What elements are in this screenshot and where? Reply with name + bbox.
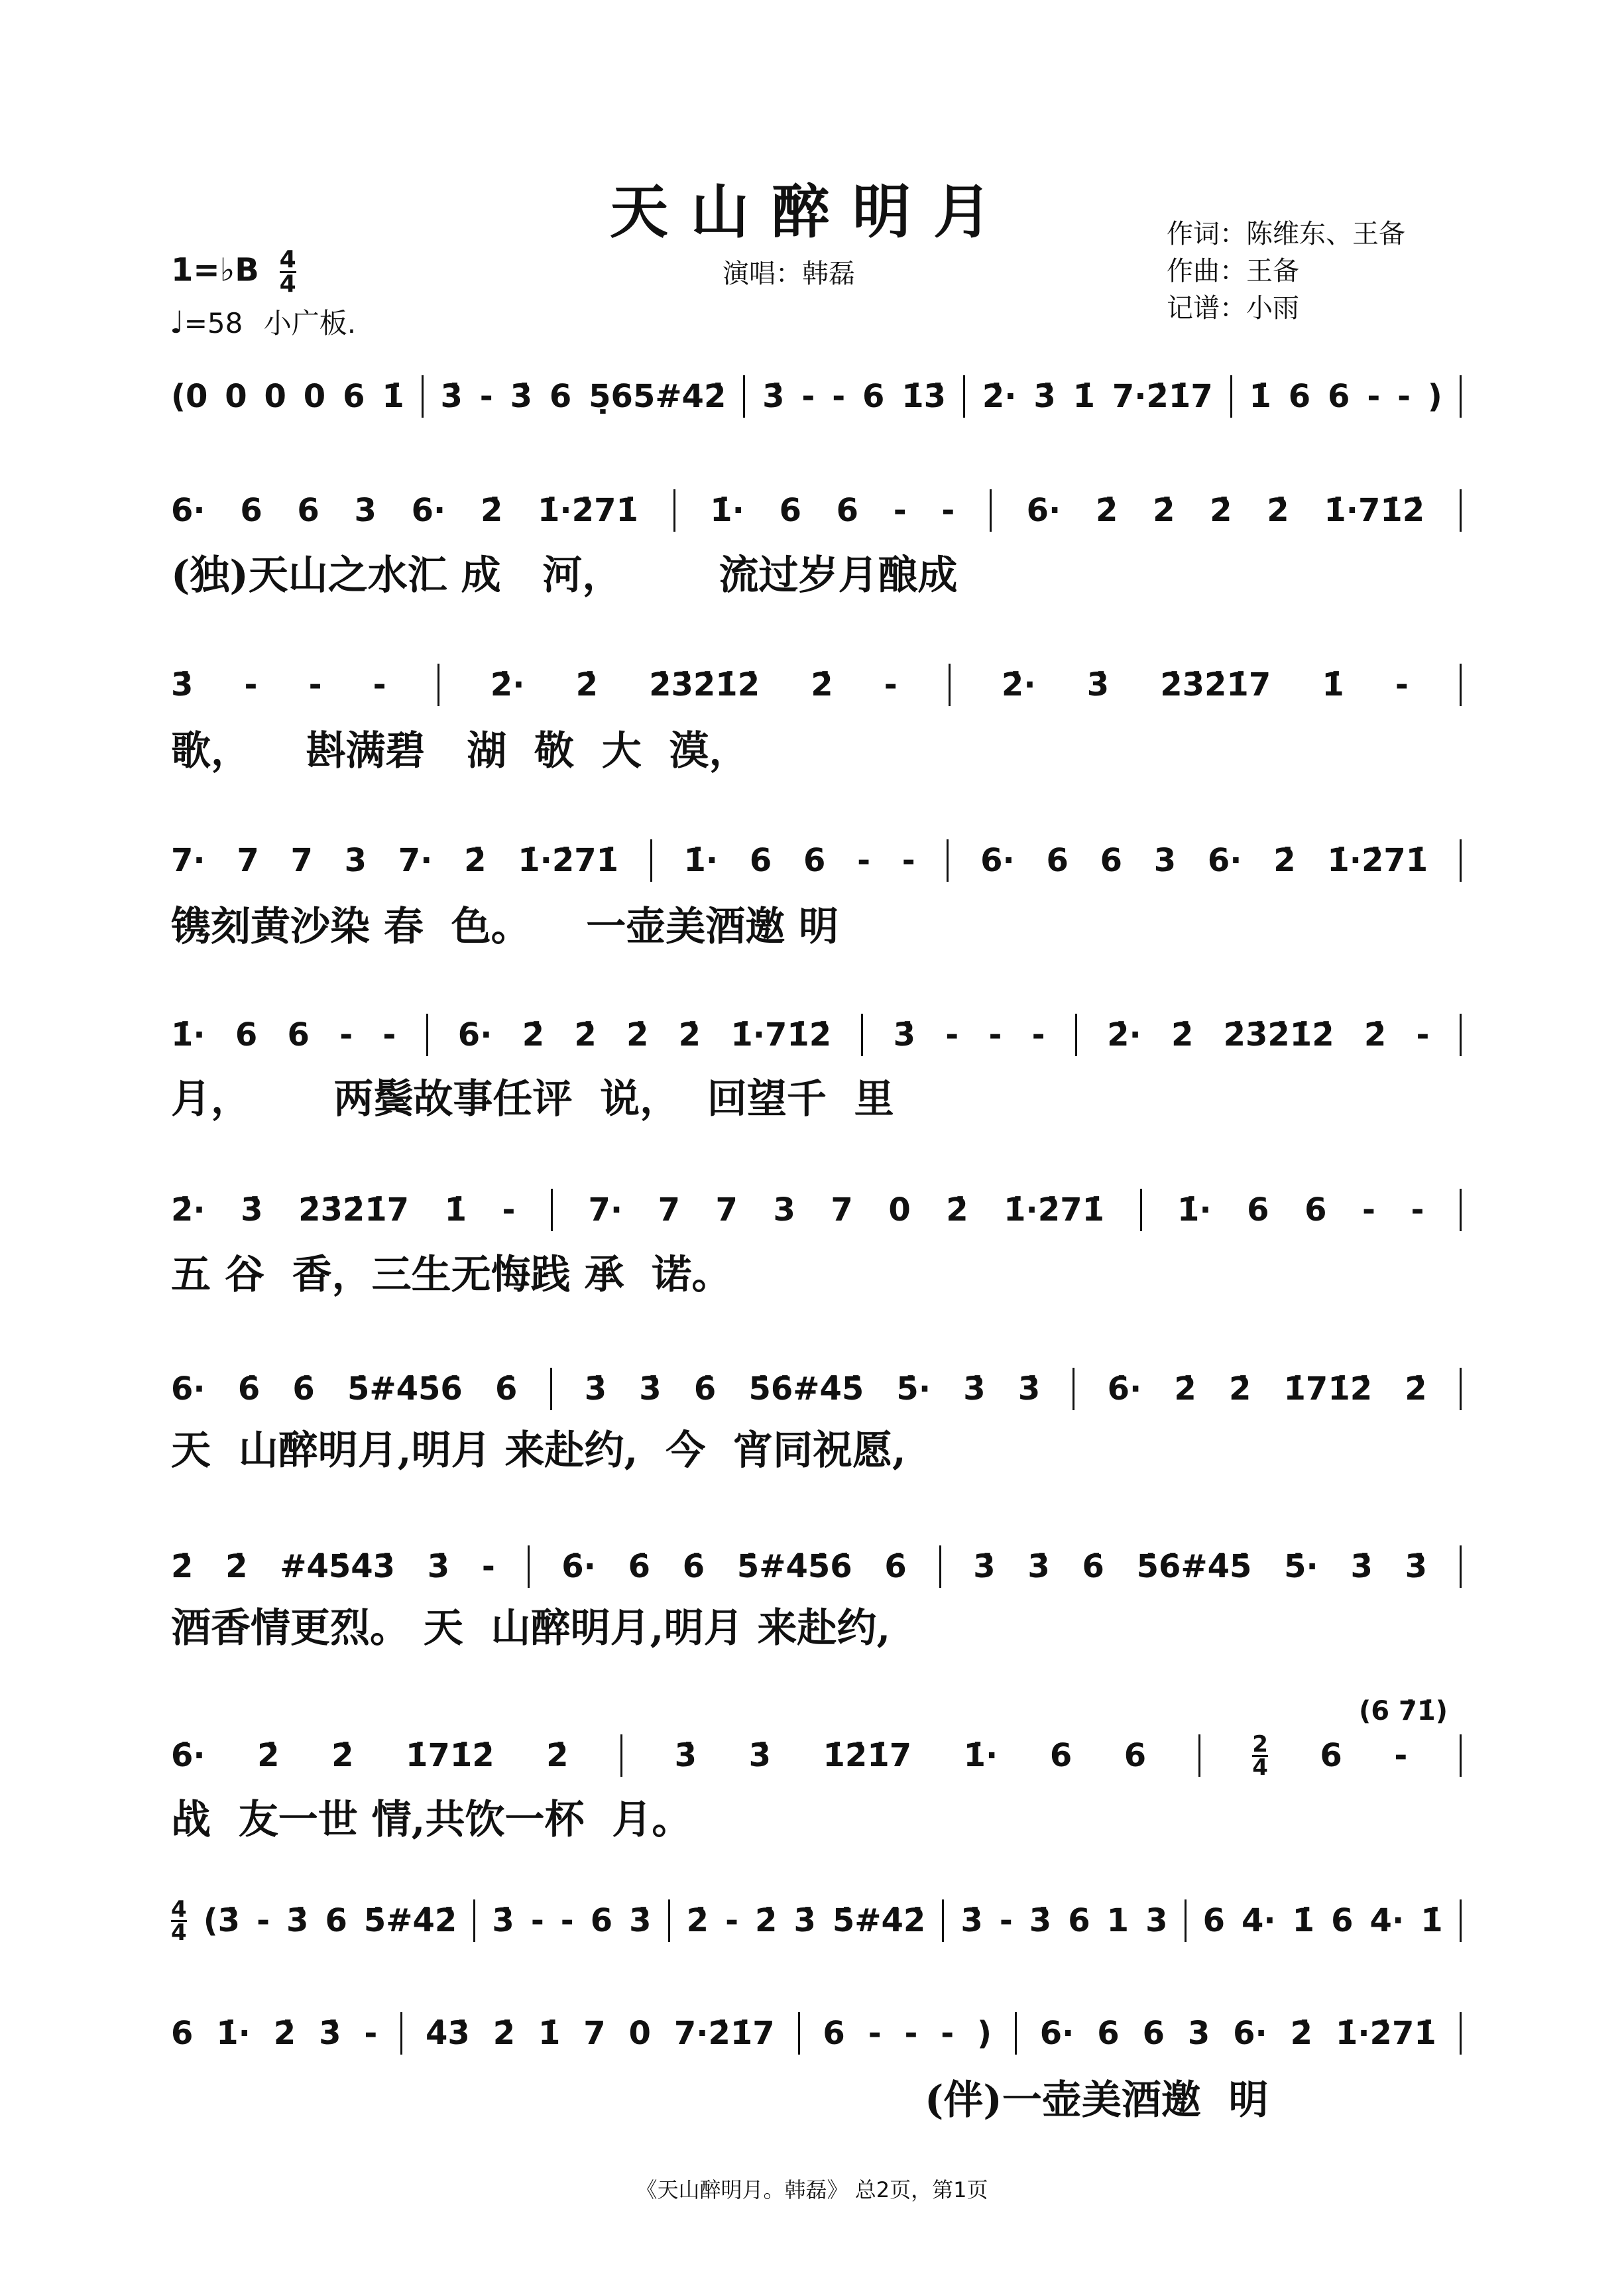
note: 3̇ (1350, 1548, 1373, 1585)
note: 6 (1202, 1902, 1225, 1939)
bar-line (861, 1014, 863, 1056)
bar-line (743, 375, 745, 418)
note: 6· (171, 492, 205, 529)
note: - (725, 1902, 738, 1939)
notation-row (171, 1543, 1462, 1591)
bar-line (426, 1014, 428, 1056)
note: 5̇#4̇5̇6̇ (736, 1548, 852, 1585)
bar-line (437, 664, 439, 706)
note: 7 (658, 1191, 681, 1229)
bar-line (1015, 2012, 1017, 2055)
note: 3̇ (584, 1370, 607, 1408)
note: 2̇ (1273, 842, 1296, 879)
note: 2̇ (464, 842, 487, 879)
bar-line (1198, 1734, 1200, 1777)
note: - (479, 378, 493, 415)
note: 2̇ (522, 1016, 545, 1053)
note: 3̇ (286, 1902, 309, 1939)
note: 2̇ (626, 1016, 649, 1053)
lyrics-line: 天 山醉明月,明月 来赴约, 今 宵同祝愿, (171, 1427, 906, 1474)
note: - (1362, 1191, 1375, 1229)
note: 2̇ (1363, 1016, 1387, 1053)
note: 2̇ (546, 1737, 569, 1774)
note: 0 (264, 378, 286, 415)
note: 2̇3̇2̇1̇7 (1160, 666, 1271, 703)
note: 1̇ (1073, 378, 1096, 415)
note: 3̇ (510, 378, 532, 415)
bar-line (990, 489, 992, 532)
note: - (1031, 1016, 1045, 1053)
note: 1̇ (1322, 666, 1344, 703)
note: 0 (303, 378, 326, 415)
note: 7· (398, 842, 433, 879)
note: 5̇6̇#4̇5̇ (1136, 1548, 1252, 1585)
note: 2̇ (574, 1016, 597, 1053)
note: 1̇· (683, 842, 719, 879)
note: 6· (1233, 2015, 1267, 2052)
quarter-note-icon: ♩ (170, 304, 184, 340)
note: 3̇ (639, 1370, 662, 1408)
note: 3̇ (973, 1548, 996, 1585)
note: 5̇· (896, 1370, 931, 1408)
notation-row (171, 1186, 1462, 1234)
note: 2̇ (331, 1737, 354, 1774)
note: - (560, 1902, 574, 1939)
note: 1̇ (1292, 1902, 1315, 1939)
note: - (502, 1191, 516, 1229)
bar-line (963, 375, 965, 418)
note: 2̇3̇2̇1̇7 (298, 1191, 410, 1229)
note: - (364, 2015, 378, 2052)
note: 2̇ (1174, 1370, 1196, 1408)
note: 2̇ (811, 666, 833, 703)
note: 3̇ (171, 666, 194, 703)
note: ) (977, 2015, 992, 2052)
time-unit: 4 (279, 270, 296, 298)
note: 6· (1026, 492, 1061, 529)
note: 3̇ (427, 1548, 450, 1585)
note: 6 (590, 1902, 613, 1939)
note: 6 (1068, 1902, 1090, 1939)
singer-credit: 演唱：韩磊 (723, 259, 855, 289)
song-title: 天山醉明月 (609, 177, 1014, 246)
note: - (373, 666, 386, 703)
note: 6̇ (237, 1370, 261, 1408)
bar-line (939, 1545, 941, 1588)
note: (0 (171, 378, 208, 415)
note: 3̇ (440, 378, 463, 415)
note: - (857, 842, 871, 879)
note: 2̇· (171, 1191, 205, 1229)
note: 3 (1145, 1902, 1168, 1939)
note: - (801, 378, 815, 415)
bar-line (473, 1899, 475, 1942)
note: - (1416, 1016, 1430, 1053)
note: - (382, 1016, 396, 1053)
bar-line (673, 489, 675, 532)
note: ) (1427, 378, 1442, 415)
composer-credit: 作曲：王备 (1167, 256, 1299, 286)
note: 2̇· (1001, 666, 1036, 703)
note: 7 (237, 842, 259, 879)
note: - (893, 492, 907, 529)
note: 7 (290, 842, 313, 879)
note: 2̇ (493, 2015, 516, 2052)
note: 2̇ (1171, 1016, 1194, 1053)
note: - (530, 1902, 544, 1939)
note: 2̇ (1228, 1370, 1251, 1408)
note: 1 (1106, 1902, 1130, 1939)
note: 6 (836, 492, 859, 529)
note: 2̇· (982, 378, 1017, 415)
bar-line (1460, 839, 1462, 882)
note: 2̇ (946, 1191, 968, 1229)
note: 1̇ (1249, 378, 1271, 415)
note: 1̇ (444, 1191, 467, 1229)
note: 1̇·71̇2̇ (1324, 492, 1425, 529)
lyrics-line: 歌， 斟满碧 湖 敬 大 漠， (171, 728, 749, 774)
note: 2̇ (678, 1016, 701, 1053)
note: 3̇ (793, 1902, 816, 1939)
time-signature (279, 246, 296, 298)
note: 6 (1142, 2015, 1165, 2052)
note: 1̇·2̇71̇ (538, 492, 638, 529)
note: 6 (749, 842, 772, 879)
notation-row (171, 1897, 1462, 1945)
note: 1̇71̇2̇ (1283, 1370, 1373, 1408)
bar-line (1460, 1014, 1462, 1056)
note: 7· (171, 842, 205, 879)
note: 3 (344, 842, 367, 879)
lyrics-line: (独)天山之水汇 成 河， 流过岁月酿成 (171, 552, 958, 599)
note: 1̇· (710, 492, 744, 529)
note: 1̇· (1177, 1191, 1212, 1229)
note: 1̇3̇ (901, 378, 947, 415)
notation-row (171, 1732, 1462, 1779)
note: 3̇ (748, 1737, 771, 1774)
note: - (941, 2015, 955, 2052)
bar-line (1460, 1189, 1462, 1231)
note: 6· (980, 842, 1015, 879)
bar-line (798, 2012, 800, 2055)
note: - (999, 1902, 1013, 1939)
note: 1̇·2̇71̇ (1335, 2015, 1436, 2052)
notation-row (171, 661, 1462, 709)
note: 2̇ (1290, 2015, 1313, 2052)
time-signature-change: 4 4 (171, 1895, 187, 1946)
note: 6̇ (693, 1370, 717, 1408)
note: 3̇ (762, 378, 785, 415)
note: 3̇ (319, 2015, 341, 2052)
note: - (901, 842, 915, 879)
note: 6̇· (1107, 1370, 1142, 1408)
note: 6 (1097, 2015, 1120, 2052)
note: 2̇ (273, 2015, 296, 2052)
bar-line (1460, 489, 1462, 532)
note: 1̇·71̇2̇ (730, 1016, 832, 1053)
tempo-bpm: =58 (184, 307, 243, 339)
note: 7·2̇1̇7 (1112, 378, 1213, 415)
note: 3̇ (492, 1902, 514, 1939)
notation-row (171, 487, 1462, 534)
note: 1̇·2̇71̇ (1327, 842, 1428, 879)
note: 6̇ (494, 1370, 518, 1408)
note: - (941, 492, 955, 529)
note: - (1394, 1737, 1408, 1774)
note: 7 (583, 2015, 606, 2052)
note: 6 (343, 378, 365, 415)
note: 6̇ (682, 1548, 705, 1585)
note: - (904, 2015, 918, 2052)
note: 1̇· (963, 1737, 998, 1774)
key-signature (171, 246, 296, 298)
note: 6 (1320, 1737, 1342, 1774)
bar-line (550, 1368, 552, 1410)
note: 0 (888, 1191, 911, 1229)
note: 6 (1124, 1737, 1147, 1774)
bar-line (1460, 1899, 1462, 1942)
note: 6 (235, 1016, 258, 1053)
note: 2̇3̇2̇1̇2̇ (649, 666, 760, 703)
note: 6 (549, 378, 572, 415)
note: 1̇ (1421, 1902, 1443, 1939)
note: 6 (171, 2015, 194, 2052)
note: - (884, 666, 898, 703)
note: 6̇ (628, 1548, 651, 1585)
note: 3̇ (629, 1902, 652, 1939)
page-footer: 《天山醉明月。韩磊》 总2页，第1页 (636, 2177, 988, 2202)
note: 3̇ (1405, 1548, 1428, 1585)
notation-row (171, 2010, 1462, 2057)
note: 1̇71̇2̇ (406, 1737, 494, 1774)
note: 3 (773, 1191, 795, 1229)
bar-line (1185, 1899, 1187, 1942)
bar-line (942, 1899, 944, 1942)
note: 6̇ (292, 1370, 315, 1408)
note: - (988, 1016, 1002, 1053)
note: 2̇ (171, 1548, 194, 1585)
note: 6 (1288, 378, 1311, 415)
bar-line (620, 1734, 622, 1777)
note: - (244, 666, 258, 703)
note: - (339, 1016, 353, 1053)
note: 0 (628, 2015, 651, 2052)
note: 6· (457, 1016, 493, 1053)
note: 6 (1046, 842, 1069, 879)
note: 7 (831, 1191, 853, 1229)
note: 6 (803, 842, 826, 879)
note: 2̇· (1107, 1016, 1141, 1053)
note: 1̇ (382, 378, 404, 415)
note: 2̇ (1153, 492, 1175, 529)
note: 4· (1369, 1902, 1405, 1939)
note: 5̇6̇#4̇5̇ (748, 1370, 864, 1408)
note: - (257, 1902, 270, 1939)
note: 6 (1247, 1191, 1269, 1229)
note: - (1367, 378, 1381, 415)
lyrics-line: 五 谷 香，三生无悔践 承 诺。 (171, 1252, 732, 1298)
note: 6̇· (171, 1737, 205, 1774)
time-beats: 4 (279, 246, 296, 273)
note: 7· (588, 1191, 623, 1229)
bar-line (949, 664, 951, 706)
note: 7·2̇1̇7 (673, 2015, 775, 2052)
tempo-expression: 小广板. (263, 307, 357, 339)
bar-line (650, 839, 652, 882)
note: 3 (1153, 842, 1177, 879)
bar-line (668, 1899, 670, 1942)
note: 2̇ (257, 1737, 280, 1774)
note: 1̇· (216, 2015, 251, 2052)
note: 2̇ (1095, 492, 1118, 529)
note: 1̇· (171, 1016, 205, 1053)
note: - (945, 1016, 959, 1053)
key-label: 1=♭B (171, 251, 259, 289)
note: 6 (287, 1016, 310, 1053)
lyrics-line: 战 友一世 情,共饮一杯 月。 (171, 1797, 692, 1843)
note: 7 (715, 1191, 738, 1229)
note: 6· (171, 1370, 205, 1408)
note: 6 (1100, 842, 1122, 879)
bar-line (528, 1545, 530, 1588)
lyrics-line: 月， 两鬓故事任评 说， 回望千 里 (171, 1076, 894, 1122)
bar-line (1073, 1368, 1074, 1410)
time-signature-change: 2 4 (1252, 1730, 1268, 1781)
note: 3̇ (960, 1902, 983, 1939)
note: 4· (1242, 1902, 1276, 1939)
note: 2̇ (480, 492, 503, 529)
note: 3̇ (1033, 378, 1056, 415)
notation-row (171, 837, 1462, 884)
bar-line (1460, 664, 1462, 706)
note: - (1397, 378, 1411, 415)
note: 2̇ (1210, 492, 1232, 529)
lyrics-line: 镌刻黄沙染 春 色。 一壶美酒邀 明 (171, 904, 839, 950)
note: 6 (1305, 1191, 1327, 1229)
note: 2̇ (686, 1902, 709, 1939)
note: - (481, 1548, 495, 1585)
note: 5̇#4̇2̇ (363, 1902, 457, 1939)
bar-line (1230, 375, 1232, 418)
bar-line (1460, 2012, 1462, 2055)
note: 2̇ (755, 1902, 778, 1939)
note: 6 (1328, 378, 1350, 415)
lyrics-line: 酒香情更烈。 天 山醉明月,明月 来赴约, (171, 1605, 891, 1652)
note: - (832, 378, 846, 415)
note: #4̇5̇4̇3̇ (280, 1548, 396, 1585)
note: 6̇· (561, 1548, 596, 1585)
bar-line (551, 1189, 553, 1231)
note: 3 (1187, 2015, 1210, 2052)
note: 2̇ (575, 666, 598, 703)
note: - (308, 666, 322, 703)
note: 2̇· (490, 666, 525, 703)
note: 6̇ (1082, 1548, 1104, 1585)
note: 6̇ (884, 1548, 907, 1585)
note: 6· (1207, 842, 1242, 879)
note: 5̇· (1284, 1548, 1318, 1585)
note: 6· (1039, 2015, 1074, 2052)
note: 3̇ (1029, 1902, 1052, 1939)
bar-line (1460, 1368, 1462, 1410)
bar-line (1140, 1189, 1142, 1231)
note: 1̇·2̇71̇ (518, 842, 619, 879)
note: 2̇3̇2̇1̇2̇ (1223, 1016, 1334, 1053)
accompaniment-annotation: (6 7̇1̇) (1359, 1696, 1448, 1726)
lyricist-credit: 作词：陈维东、王备 (1167, 219, 1405, 249)
bar-line (1460, 1545, 1462, 1588)
note: 6 (862, 378, 885, 415)
note: 6 (240, 492, 262, 529)
note: 2̇ (1405, 1370, 1427, 1408)
note: 3̇ (1027, 1548, 1050, 1585)
note: 6 (325, 1902, 347, 1939)
note: 6 (779, 492, 801, 529)
note: 6 (297, 492, 319, 529)
note: 2̇ (225, 1548, 248, 1585)
note: 4̇3̇ (426, 2015, 470, 2052)
note: 3̇ (674, 1737, 697, 1774)
bar-line (1460, 375, 1462, 418)
note: 3̇ (241, 1191, 263, 1229)
note: 3̇ (893, 1016, 916, 1053)
bar-line (422, 375, 424, 418)
notation-row (171, 1365, 1462, 1413)
note: 6· (411, 492, 446, 529)
note: 1̇·2̇71̇ (1004, 1191, 1104, 1229)
note: 3 (354, 492, 377, 529)
note: 3̇ (1017, 1370, 1041, 1408)
note: 6 (1049, 1737, 1073, 1774)
note: 6 (823, 2015, 845, 2052)
note: - (1395, 666, 1409, 703)
note: 5̇#4̇2̇ (832, 1902, 926, 1939)
notation-row (171, 1011, 1462, 1059)
note: (3̇ (203, 1902, 241, 1939)
note: 1̇ (538, 2015, 561, 2052)
bar-line (1075, 1014, 1077, 1056)
note: - (1411, 1191, 1424, 1229)
note: - (868, 2015, 882, 2052)
transcriber-credit: 记谱：小雨 (1167, 293, 1299, 324)
bar-line (947, 839, 949, 882)
note: 1̇2̇1̇7 (823, 1737, 912, 1774)
note: 6 (1331, 1902, 1354, 1939)
note: 3̇ (963, 1370, 986, 1408)
tempo-marking (170, 302, 356, 341)
notation-row (171, 373, 1462, 420)
note: 0 (225, 378, 247, 415)
bar-line (1460, 1734, 1462, 1777)
note: 2̇ (1267, 492, 1289, 529)
note: 5̇#4̇5̇6̇ (347, 1370, 463, 1408)
note: 5̣65#42̇ (589, 378, 726, 415)
bar-line (400, 2012, 402, 2055)
note: 3̇ (1086, 666, 1110, 703)
lyrics-line: (伴)一壶美酒邀 明 (925, 2077, 1269, 2124)
